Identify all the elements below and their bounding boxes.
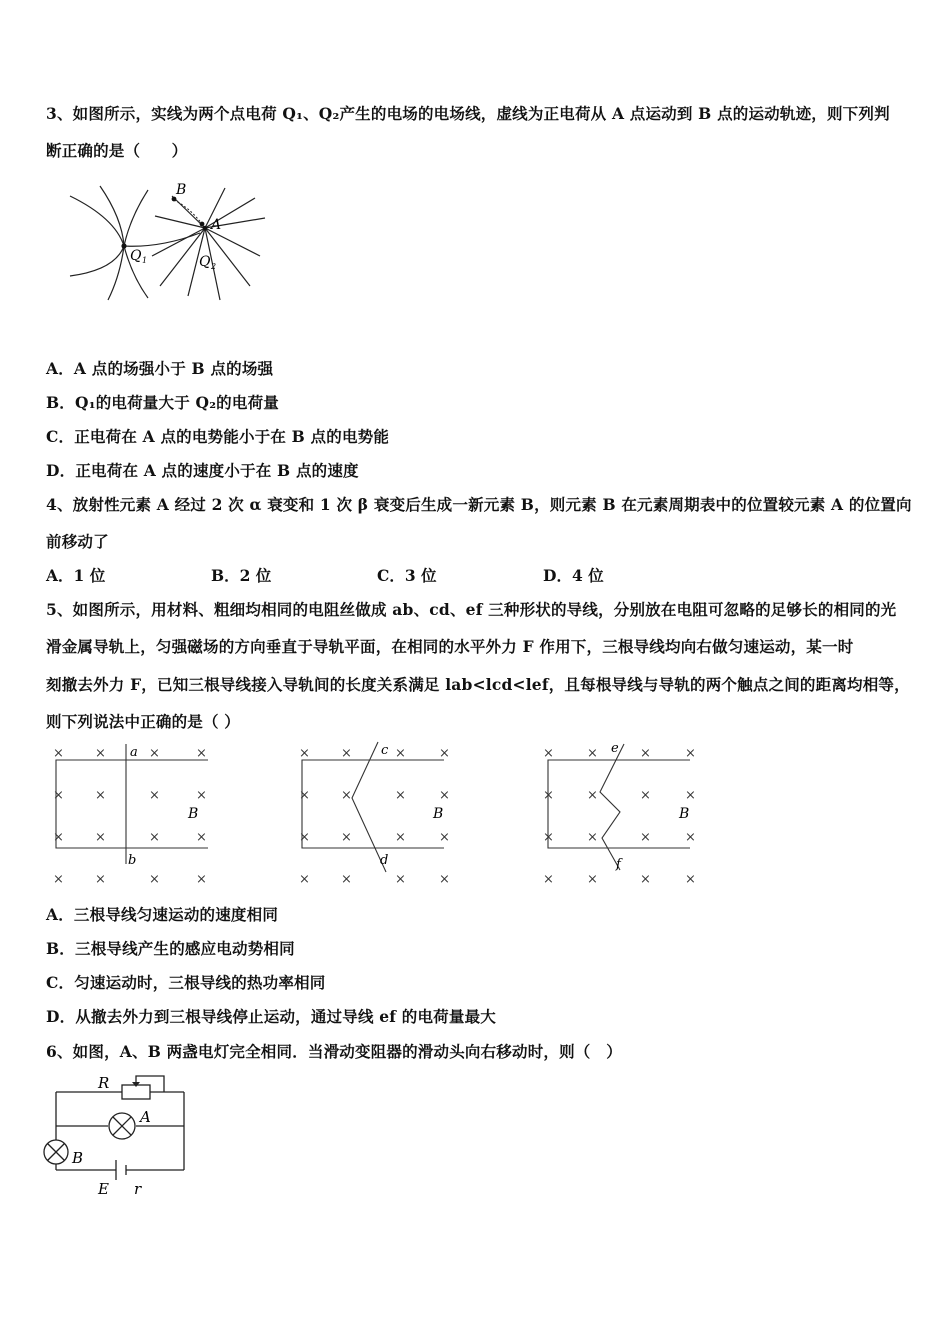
q3-label-q2: Q — [199, 254, 211, 270]
q3-stem-line1: 3、如图所示，实线为两个点电荷 Q₁、Q₂产生的电场的电场线，虚线为正电荷从 A 点运动到 B 点的运动轨迹，则下列判 — [46, 104, 890, 123]
q5-label-c: c — [381, 743, 389, 758]
q5-label-field-2: B — [433, 806, 444, 822]
q3-option-c: C．正电荷在 A 点的电势能小于在 B 点的电势能 — [46, 427, 390, 446]
q5-label-d: d — [380, 853, 389, 868]
q6-label-r: R — [98, 1074, 110, 1092]
q5-figure-ab — [48, 740, 218, 890]
q5-cross: × — [395, 746, 406, 761]
q4-option-c: C．3 位 — [377, 566, 437, 585]
q5-stem-line2: 滑金属导轨上，匀强磁场的方向垂直于导轨平面，在相同的水平外力 F 作用下，三根导线均向右做匀速运动，某一时 — [46, 637, 854, 656]
q5-cross: × — [439, 830, 450, 845]
q5-cross: × — [543, 872, 554, 887]
q5-cross: × — [543, 830, 554, 845]
q5-cross: × — [95, 872, 106, 887]
q5-cross: × — [640, 746, 651, 761]
q3-label-q1-sub: 1 — [142, 256, 148, 265]
q3-stem-line2: 断正确的是（ ） — [46, 141, 188, 160]
q5-cross: × — [587, 746, 598, 761]
q5-cross: × — [640, 788, 651, 803]
q4-stem-line1: 4、放射性元素 A 经过 2 次 α 衰变和 1 次 β 衰变后生成一新元素 B，则元素 B 在元素周期表中的位置较元素 A 的位置向 — [46, 495, 912, 514]
q5-cross: × — [299, 830, 310, 845]
q5-stem-line1: 5、如图所示，用材料、粗细均相同的电阻丝做成 ab、cd、ef 三种形状的导线，分别放在电阻可忽略的足够长的相同的光 — [46, 600, 897, 619]
q5-cross: × — [53, 830, 64, 845]
q5-cross: × — [685, 830, 696, 845]
q5-cross: × — [543, 788, 554, 803]
q4-option-b: B．2 位 — [211, 566, 272, 585]
q3-label-q2-sub: 2 — [211, 262, 217, 271]
q3-option-a: A．A 点的场强小于 B 点的场强 — [46, 359, 274, 378]
q5-option-b: B．三根导线产生的感应电动势相同 — [46, 939, 295, 958]
q5-cross: × — [149, 746, 160, 761]
q5-stem-line3: 刻撤去外力 F，已知三根导线接入导轨间的长度关系满足 lab<lcd<lef，且每根导线与导轨的两个触点之间的距离均相等， — [46, 675, 910, 694]
q5-cross: × — [149, 788, 160, 803]
q5-cross: × — [149, 872, 160, 887]
q5-cross: × — [341, 872, 352, 887]
q5-label-field-1: B — [188, 806, 199, 822]
q5-cross: × — [587, 872, 598, 887]
q5-cross: × — [395, 788, 406, 803]
q5-label-b: b — [128, 853, 137, 868]
q6-stem-line1: 6、如图，A、B 两盏电灯完全相同．当滑动变阻器的滑动头向右移动时，则（ ） — [46, 1042, 622, 1061]
q3-option-d: D．正电荷在 A 点的速度小于在 B 点的速度 — [46, 461, 359, 480]
q5-cross: × — [95, 746, 106, 761]
q5-cross: × — [587, 830, 598, 845]
q5-cross: × — [640, 830, 651, 845]
q5-label-e: e — [611, 741, 619, 756]
q5-cross: × — [341, 746, 352, 761]
q5-cross: × — [53, 872, 64, 887]
q5-cross: × — [95, 788, 106, 803]
q5-cross: × — [196, 872, 207, 887]
q5-stem-line4: 则下列说法中正确的是（ ） — [46, 712, 240, 731]
q5-cross: × — [543, 746, 554, 761]
q5-cross: × — [196, 788, 207, 803]
q5-cross: × — [439, 746, 450, 761]
q6-label-a: A — [140, 1108, 151, 1126]
q5-label-a: a — [130, 745, 138, 760]
q5-label-f: f — [616, 857, 621, 872]
q5-cross: × — [685, 788, 696, 803]
q5-cross: × — [299, 788, 310, 803]
q5-option-a: A．三根导线匀速运动的速度相同 — [46, 905, 279, 924]
q5-cross: × — [196, 746, 207, 761]
q5-figure-ef — [540, 740, 710, 890]
q4-option-d: D．4 位 — [543, 566, 604, 585]
q4-stem-line2: 前移动了 — [46, 532, 109, 551]
q5-cross: × — [95, 830, 106, 845]
q5-cross: × — [149, 830, 160, 845]
q3-label-a: A — [211, 217, 222, 233]
q3-label-q1: Q — [130, 248, 142, 264]
q5-option-c: C．匀速运动时，三根导线的热功率相同 — [46, 973, 326, 992]
q5-label-field-3: B — [679, 806, 690, 822]
q5-cross: × — [685, 746, 696, 761]
q6-label-b: B — [72, 1149, 84, 1167]
q5-cross: × — [53, 788, 64, 803]
q4-option-a: A．1 位 — [46, 566, 106, 585]
q5-cross: × — [395, 830, 406, 845]
q5-cross: × — [640, 872, 651, 887]
q5-cross: × — [439, 872, 450, 887]
q5-cross: × — [685, 872, 696, 887]
q3-option-b: B．Q₁的电荷量大于 Q₂的电荷量 — [46, 393, 279, 412]
q6-circuit-figure — [42, 1070, 192, 1200]
q5-cross: × — [439, 788, 450, 803]
q3-label-b: B — [176, 182, 187, 198]
q5-option-d: D．从撤去外力到三根导线停止运动，通过导线 ef 的电荷量最大 — [46, 1007, 496, 1026]
q6-label-e: E — [98, 1180, 109, 1198]
q5-cross: × — [587, 788, 598, 803]
q5-cross: × — [395, 872, 406, 887]
q3-field-lines-figure — [60, 178, 280, 303]
q5-cross: × — [341, 788, 352, 803]
q5-cross: × — [196, 830, 207, 845]
q6-label-r-small: r — [134, 1180, 142, 1198]
q5-cross: × — [299, 746, 310, 761]
q5-cross: × — [341, 830, 352, 845]
q5-cross: × — [53, 746, 64, 761]
q5-figure-cd — [294, 740, 464, 890]
q5-cross: × — [299, 872, 310, 887]
